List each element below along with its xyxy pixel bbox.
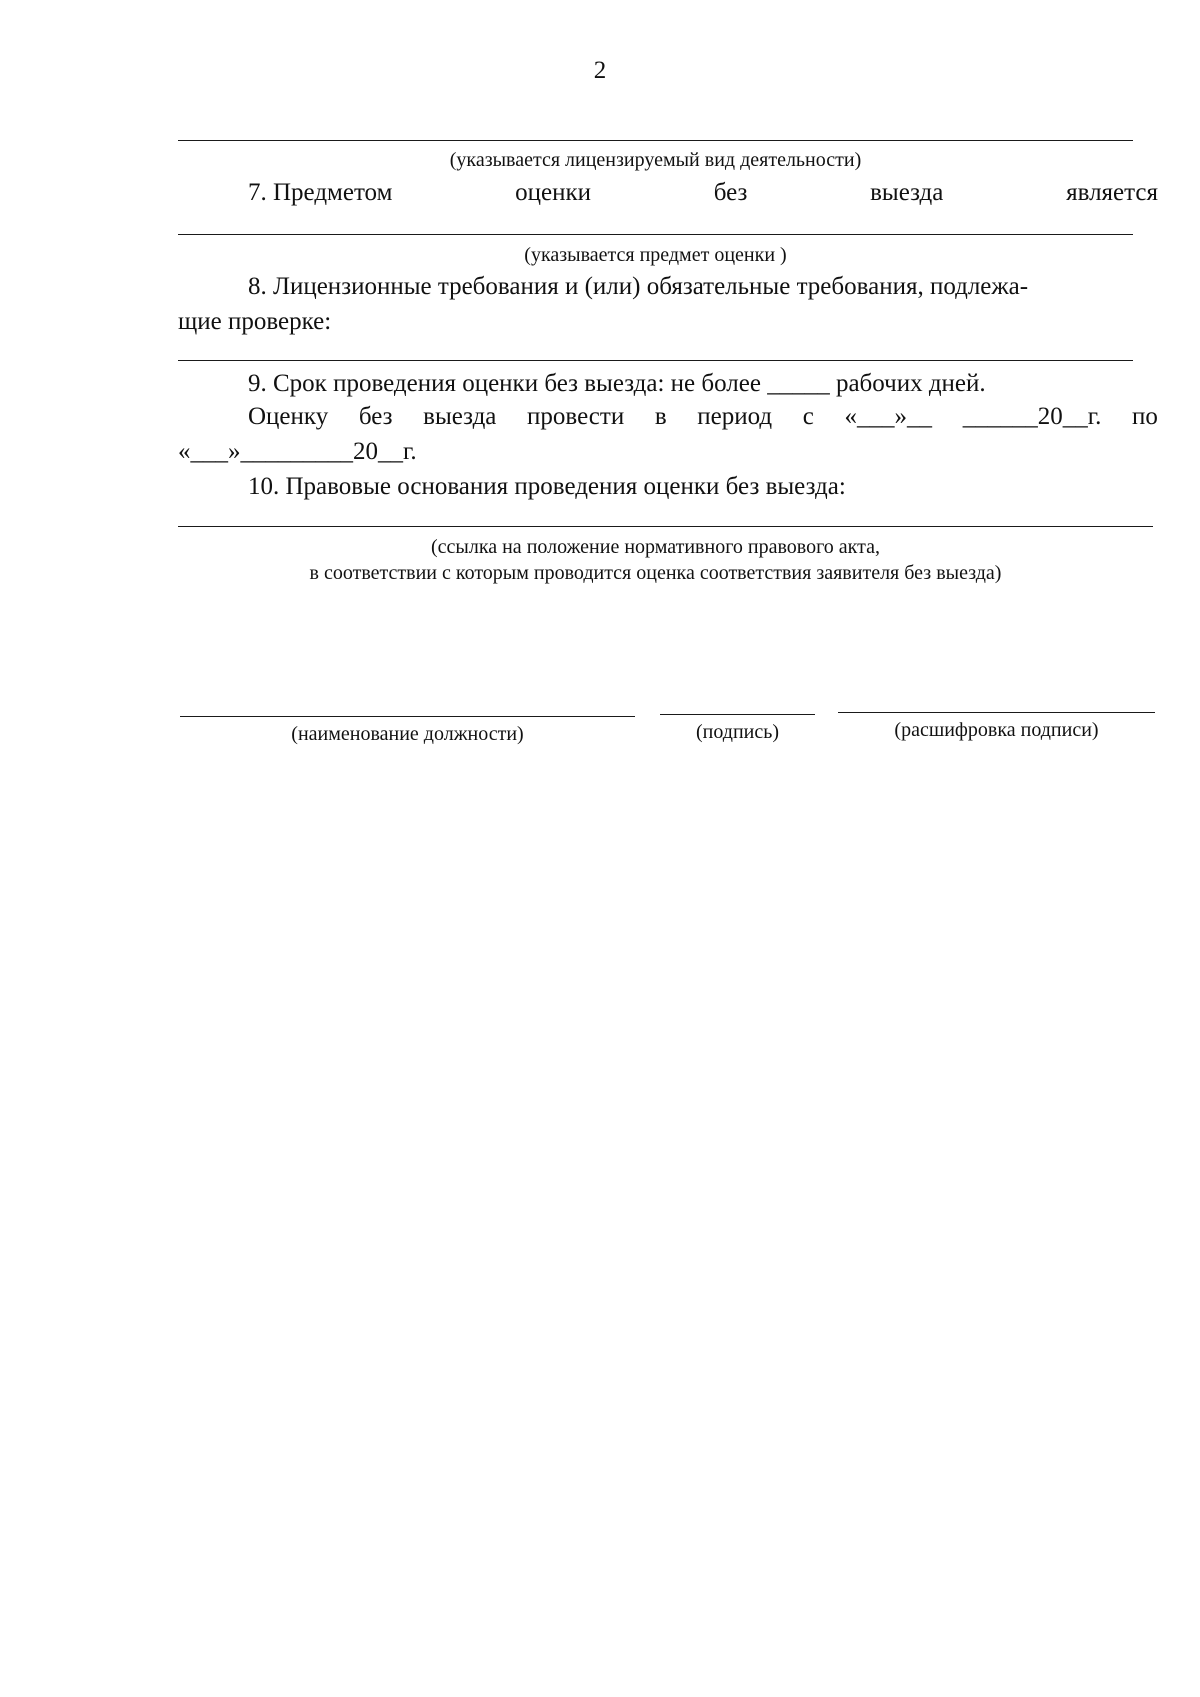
basis-caption-line-2: в соответствии с которым проводится оценка соответствия заявителя без выезда) — [309, 562, 1002, 584]
period-word: выезда — [423, 403, 497, 430]
basis-fill-line — [178, 526, 1153, 527]
item-8-line-1: 8. Лицензионные требования и (или) обязательные требования, подлежа- — [248, 273, 1029, 300]
period-word: по — [1132, 403, 1158, 430]
decoding-fill-line — [838, 712, 1155, 713]
period-start-year: ______20__г. — [962, 403, 1102, 430]
item-8-line-2: щие проверке: — [178, 308, 332, 335]
item-9-line-1: 9. Срок проведения оценки без выезда: не более _____ рабочих дней. — [248, 370, 986, 397]
subject-fill-line — [178, 234, 1133, 235]
period-word: в — [654, 403, 667, 430]
item-10-line-1: 10. Правовые основания проведения оценки без выезда: — [248, 473, 846, 500]
period-word: период — [697, 403, 773, 430]
item-7-word: является — [1066, 179, 1158, 206]
item-7-word: выезда — [870, 179, 944, 206]
basis-caption-line-1: (ссылка на положение нормативного правового акта, — [430, 536, 880, 558]
signature-caption: (подпись) — [695, 721, 780, 743]
item-9-period-row — [248, 402, 1158, 432]
item-7-word: оценки — [515, 179, 592, 206]
period-end-date: «___»_________20__г. — [178, 438, 417, 465]
period-word: провести — [527, 403, 625, 430]
period-word: Оценку — [248, 403, 329, 430]
requirements-fill-line — [178, 360, 1133, 361]
position-fill-line — [180, 716, 635, 717]
signature-fill-line — [660, 714, 815, 715]
decoding-caption: (расшифровка подписи) — [894, 719, 1099, 741]
item-7-row — [248, 178, 1158, 208]
item-7-word: 7. Предметом — [248, 179, 393, 206]
activity-fill-line — [178, 140, 1133, 141]
subject-caption: (указывается предмет оценки ) — [524, 244, 787, 266]
position-caption: (наименование должности) — [291, 723, 524, 745]
period-word: с — [802, 403, 814, 430]
activity-caption: (указывается лицензируемый вид деятельности) — [449, 149, 862, 171]
page-number: 2 — [593, 57, 607, 84]
period-start-date: «___»__ — [844, 403, 933, 430]
period-word: без — [358, 403, 393, 430]
item-7-word: без — [713, 179, 748, 206]
